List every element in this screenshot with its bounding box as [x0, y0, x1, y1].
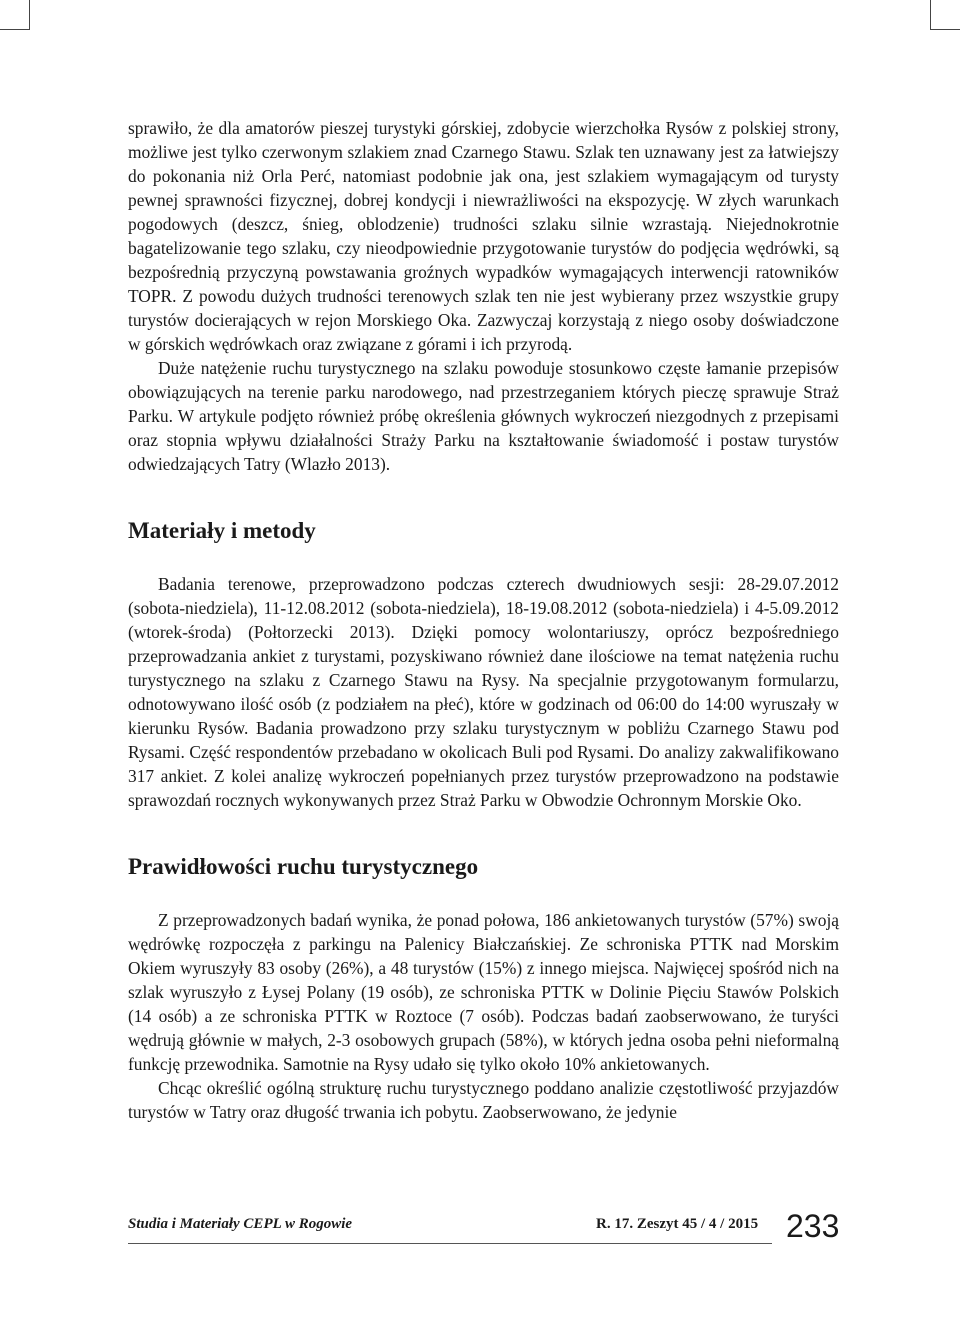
footer-rule [128, 1243, 772, 1244]
journal-title: Studia i Materiały CEPL w Rogowie [128, 1216, 353, 1232]
crop-mark [930, 29, 960, 30]
paragraph-5: Chcąc określić ogólną strukturę ruchu turystycznego poddano analizie częstotliwość przyjazdów turystów w Tatry oraz długość trwania ich pobytu. Zaobserwowano, że jedynie [128, 1078, 839, 1122]
crop-mark [0, 29, 30, 30]
paragraph-4: Z przeprowadzonych badań wynika, że ponad połowa, 186 ankietowanych turystów (57%) swoją wędrówkę rozpoczęła z parkingu na Palenicy Białczańskiej. Ze schroniska PTTK nad Morskim Okiem wyruszyły 83 osoby (26%), a 48 turystów (15%) z innego miejsca. Najwięcej spośród nich na szlak wyruszyło z Łysej Polany (19 osób), ze schroniska PTTK w Dolinie Pięciu Stawów Polskich (14 osób) a ze schroniska PTTK w Roztoce (7 osób). Podczas badań zaobserwowano, że turyści wędrują głównie w małych, 2-3 osobowych grupach (58%), w których jedna osoba pełni nieformalną funkcję przewodnika. Samotnie na Rysy udało się tylko około 10% ankietowanych. [128, 910, 839, 1074]
paragraph-3: Badania terenowe, przeprowadzono podczas czterech dwudniowych sesji: 28-29.07.2012 (sobota-niedziela), 11-12.08.2012 (sobota-niedziela), 18-19.08.2012 (sobota-niedziela) i 4-5.09.2012 (wtorek-środa) (Połtorzecki 2013). Dzięki pomocy wolontariuszy, oprócz bezpośredniego przeprowadzania ankiet z turystami, pozyskiwano również dane ilościowe na temat natężenia ruchu turystycznego na szlaku z Czarnego Stawu na Rysy. Na specjalnie przygotowanym formularzu, odnotowywano ilość osób (z podziałem na płeć), które w godzinach od 06:00 do 14:00 wyruszały w kierunku Rysów. Badania prowadzono przy szlaku turystycznym w pobliżu Czarnego Stawu pod Rysami. Część respondentów przebadano w okolicach Buli pod Rysami. Do analizy zakwalifikowano 317 ankiet. Z kolei analizę wykroczeń popełnianych przez turystów przeprowadzono na podstawie sprawozdań rocznych wykonywanych przez Straż Parku w Obwodzie Ochronnym Morskie Oko. [128, 574, 839, 810]
section-heading-methods: Materiały i metody [128, 518, 316, 543]
section-heading-traffic: Prawidłowości ruchu turystycznego [128, 854, 479, 879]
paragraph-1: sprawiło, że dla amatorów pieszej turystyki górskiej, zdobycie wierzchołka Rysów z polskiej strony, możliwe jest tylko czerwonym szlakiem znad Czarnego Stawu. Szlak ten uznawany jest za łatwiejszy do pokonania niż Orla Perć, natomiast podobnie jak ona, jest szlakiem wymagającym od turysty pewnej sprawności fizycznej, dobrej kondycji i niewrażliwości na ekspozycję. W złych warunkach pogodowych (deszcz, śnieg, oblodzenie) trudności szlaku silnie wzrastają. Niejednokrotnie bagatelizowanie tego szlaku, czy nieodpowiednie przygotowanie turystów do podjęcia wędrówki, są bezpośrednią przyczyną powstawania groźnych wypadków wymagających interwencji ratowników TOPR. Z powodu dużych trudności terenowych szlak ten nie jest wybierany przez wszystkie grupy turystów docierających w rejon Morskiego Oka. Zazwyczaj korzystają z niego osoby doświadczone w górskich wędrówkach oraz związane z górami i ich przyrodą. [128, 118, 839, 354]
page-number: 233 [786, 1208, 840, 1244]
article-body [128, 116, 839, 1124]
paragraph-2: Duże natężenie ruchu turystycznego na szlaku powoduje stosunkowo częste łamanie przepisów obowiązujących na terenie parku narodowego, nad przestrzeganiem których pieczę sprawuje Straż Parku. W artykule podjęto również próbę określenia głównych wykroczeń niezgodnych z przepisami oraz stopnia wpływu działalności Straży Parku na kształtowanie świadomość i postaw turystów odwiedzających Tatry (Wlazło 2013). [128, 358, 839, 474]
crop-mark [930, 0, 931, 30]
issue-info: R. 17. Zeszyt 45 / 4 / 2015 [596, 1216, 759, 1232]
crop-mark [29, 0, 30, 30]
